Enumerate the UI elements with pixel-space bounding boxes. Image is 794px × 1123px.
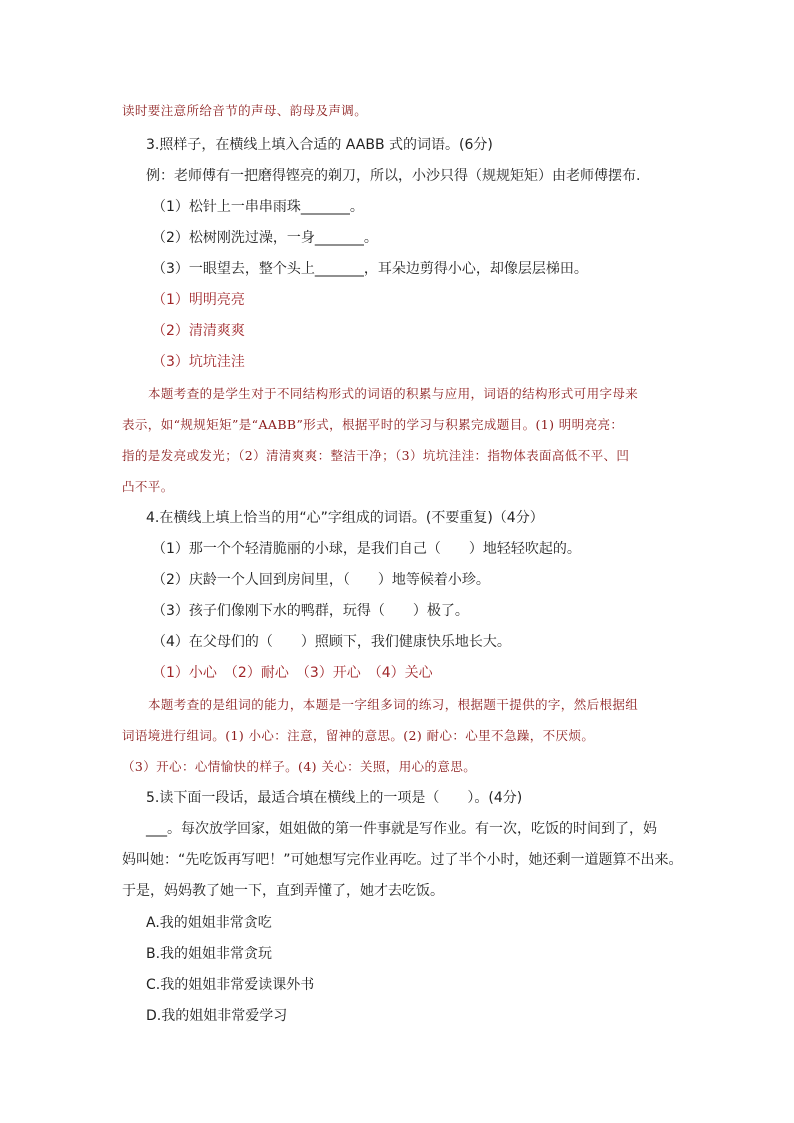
q3-explanation-line-2: 表示，如“规规矩矩”是“AABB”形式，根据平时的学习与积累完成题目。(1) 明明亮亮： [122,417,624,432]
q4-explanation-line-2: 词语境进行组词。(1) 小心：注意，留神的意思。(2) 耐心：心里不急躁，不厌烦。 [122,728,595,743]
q5-passage-line-3: 于是，妈妈教了她一下，直到弄懂了，她才去吃饭。 [122,883,444,899]
q4-explanation-line-3: （3）开心：心情愉快的样子。(4) 关心：关照，用心的意思。 [122,759,477,774]
q5-title: 5.读下面一段话，最适合填在横线上的一项是（ ）。(4分) [146,790,523,806]
q3-explanation-line-4: 凸不平。 [122,479,174,494]
q5-passage-line-2: 妈叫她：“先吃饭再写吧！”可她想写完作业再吃。过了半个小时，她还剩一道题算不出来。 [122,852,683,868]
q3-title: 3.照样子，在横线上填入合适的 AABB 式的词语。(6分) [146,137,493,153]
q3-example: 例：老师傅有一把磨得铿亮的剃刀，所以，小沙只得（规规矩矩）由老师傅摆布. [146,168,641,184]
q4-item-1: （1）那一个个轻清脆丽的小球，是我们自己（ ）地轻轻吹起的。 [152,541,581,557]
q4-item-3: （3）孩子们像刚下水的鸭群，玩得（ ）极了。 [152,603,469,619]
q4-explanation-line-1: 本题考查的是组词的能力，本题是一字组多词的练习，根据题干提供的字，然后根据组 [148,697,639,712]
q5-option-d: D.我的姐姐非常爱学习 [146,1008,288,1024]
q3-answer-3: （3）坑坑洼洼 [152,354,245,370]
q4-item-2: （2）庆龄一个人回到房间里，（ ）地等候着小珍。 [152,572,490,588]
q3-answer-2: （2）清清爽爽 [152,323,245,339]
q5-option-a: A.我的姐姐非常贪吃 [146,915,272,931]
q5-option-c: C.我的姐姐非常爱读课外书 [146,977,315,993]
q3-item-2: （2）松树刚洗过澡，一身_______。 [152,230,378,246]
intro-explanation-tail: 读时要注意所给音节的声母、韵母及声调。 [122,103,368,118]
q5-option-b: B.我的姐姐非常贪玩 [146,946,273,962]
q3-answer-1: （1）明明亮亮 [152,292,245,308]
q4-title: 4.在横线上填上恰当的用“心”字组成的词语。(不要重复)（4分） [146,510,544,526]
q3-explanation-line-3: 指的是发亮或发光；（2）清清爽爽：整洁干净；（3）坑坑洼洼：指物体表面高低不平、凹 [122,448,630,463]
q3-explanation-line-1: 本题考查的是学生对于不同结构形式的词语的积累与应用，词语的结构形式可用字母来 [148,386,639,401]
q5-passage-line-1: ___。每次放学回家，姐姐做的第一件事就是写作业。有一次，吃饭的时间到了，妈 [146,821,657,837]
q4-answers: （1）小心 （2）耐心 （3）开心 （4）关心 [152,665,433,681]
q3-item-3: （3）一眼望去，整个头上_______，耳朵边剪得小心，却像层层梯田。 [152,261,588,277]
q4-item-4: （4）在父母们的（ ）照顾下，我们健康快乐地长大。 [152,634,511,650]
q3-item-1: （1）松针上一串串雨珠_______。 [152,199,364,215]
